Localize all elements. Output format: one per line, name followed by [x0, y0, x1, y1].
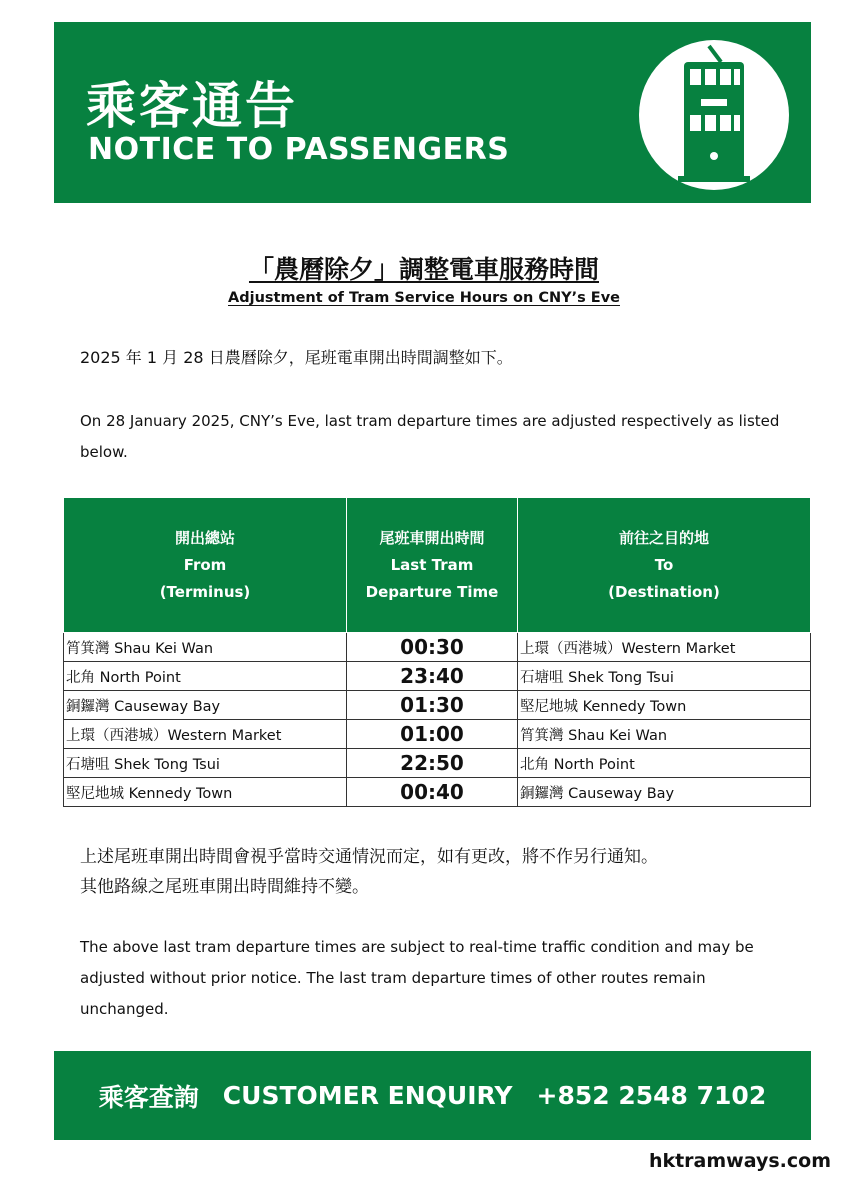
from-cell: 筲箕灣 Shau Kei Wan [64, 633, 347, 662]
column-header-time: 尾班車開出時間 Last Tram Departure Time [347, 498, 518, 633]
table-row [64, 691, 811, 720]
time-cell: 22:50 [347, 749, 518, 778]
time-cell: 01:30 [347, 691, 518, 720]
table-header-row [64, 498, 811, 633]
enquiry-label-zh: 乘客查詢 [98, 1082, 199, 1112]
notice-title-zh: 「農曆除夕」調整電車服務時間 [248, 255, 599, 284]
notice-title-en: Adjustment of Tram Service Hours on CNY’s Eve [228, 290, 620, 306]
to-cell: 筲箕灣 Shau Kei Wan [518, 720, 811, 749]
last-tram-table [63, 497, 811, 807]
table-row [64, 778, 811, 807]
from-cell: 堅尼地城 Kennedy Town [64, 778, 347, 807]
table-row [64, 662, 811, 691]
to-cell: 石塘咀 Shek Tong Tsui [518, 662, 811, 691]
intro-text-en: On 28 January 2025, CNY’s Eve, last tram departure times are adjusted respectively as listed below. [80, 412, 780, 461]
to-cell: 北角 North Point [518, 749, 811, 778]
note-text-en: The above last tram departure times are subject to real-time traffic condition and may be adjusted without prior notice. The last tram departure times of other routes remain unchanged. [80, 938, 754, 1018]
intro-text-zh: 2025 年 1 月 28 日農曆除夕，尾班電車開出時間調整如下。 [80, 348, 513, 367]
from-cell: 北角 North Point [64, 662, 347, 691]
notice-header [54, 22, 811, 203]
table-row [64, 749, 811, 778]
note-text-zh: 上述尾班車開出時間會視乎當時交通情況而定，如有更改，將不作另行通知。 其他路線之尾班車開出時間維持不變。 [80, 847, 658, 897]
column-header-from: 開出總站 From (Terminus) [64, 498, 347, 633]
website-link[interactable]: hktramways.com [648, 1150, 831, 1172]
column-header-to: 前往之目的地 To (Destination) [518, 498, 811, 633]
table-row [64, 633, 811, 662]
to-cell: 上環（西港城）Western Market [518, 633, 811, 662]
from-cell: 上環（西港城）Western Market [64, 720, 347, 749]
time-cell: 01:00 [347, 720, 518, 749]
to-cell: 堅尼地城 Kennedy Town [518, 691, 811, 720]
tram-logo [639, 40, 789, 190]
enquiry-phone[interactable]: +852 2548 7102 [536, 1081, 767, 1110]
time-cell: 00:30 [347, 633, 518, 662]
tram-icon [639, 40, 789, 190]
time-cell: 00:40 [347, 778, 518, 807]
to-cell: 銅鑼灣 Causeway Bay [518, 778, 811, 807]
time-cell: 23:40 [347, 662, 518, 691]
from-cell: 銅鑼灣 Causeway Bay [64, 691, 347, 720]
header-title-zh: 乘客通告 [86, 77, 298, 135]
table-row [64, 720, 811, 749]
customer-enquiry-banner [54, 1051, 811, 1140]
from-cell: 石塘咀 Shek Tong Tsui [64, 749, 347, 778]
enquiry-label-en: CUSTOMER ENQUIRY [222, 1081, 513, 1110]
header-title-en: NOTICE TO PASSENGERS [88, 132, 510, 167]
